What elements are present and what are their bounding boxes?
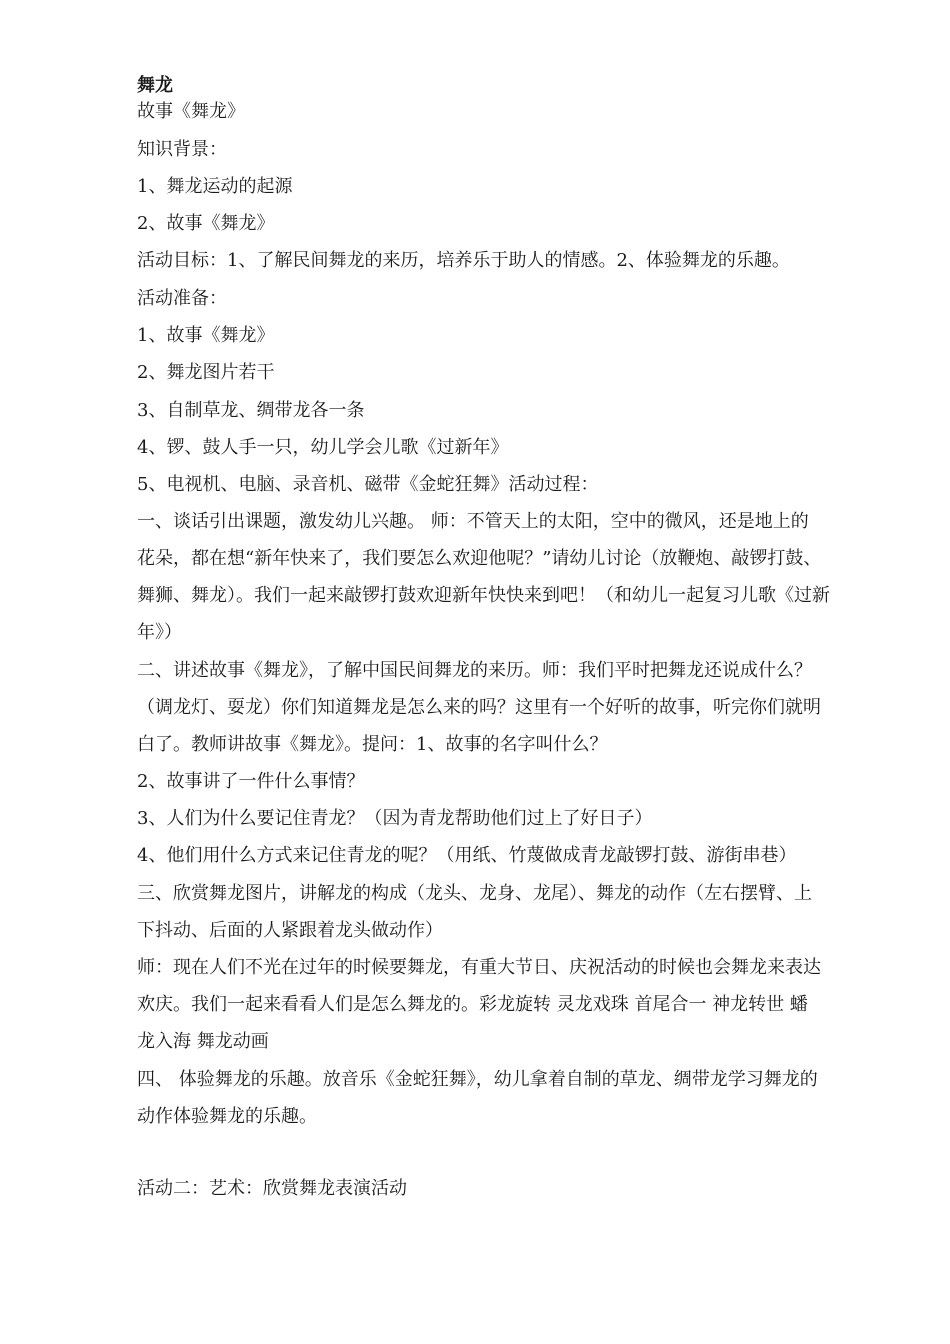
text-line: 三、欣赏舞龙图片，讲解龙的构成（龙头、龙身、龙尾）、舞龙的动作（左右摆臂、上 <box>137 883 812 904</box>
text-line: 活动二：艺术：欣赏舞龙表演活动 <box>137 1178 407 1199</box>
text-line: 年》） <box>137 622 182 643</box>
text-line: 2、舞龙图片若干 <box>137 362 275 383</box>
text-line: 活动准备： <box>137 288 227 309</box>
text-line: 2、故事《舞龙》 <box>137 213 275 234</box>
text-line: 师：现在人们不光在过年的时候要舞龙，有重大节日、庆祝活动的时候也会舞龙来表达 <box>137 957 821 978</box>
text-line: 花朵，都在想“新年快来了，我们要怎么欢迎他呢？”请幼儿讨论（放鞭炮、敲锣打鼓、 <box>137 548 822 569</box>
text-line: 4、他们用什么方式来记住青龙的呢？（用纸、竹蔑做成青龙敲锣打鼓、游街串巷） <box>137 845 797 866</box>
text-line: 3、自制草龙、绸带龙各一条 <box>137 400 365 421</box>
text-line: 动作体验舞龙的乐趣。 <box>137 1106 317 1127</box>
text-line: 1、故事《舞龙》 <box>137 325 275 346</box>
text-line: 5、电视机、电脑、录音机、磁带《金蛇狂舞》活动过程： <box>137 474 599 495</box>
text-line: 活动目标：1、了解民间舞龙的来历，培养乐于助人的情感。2、体验舞龙的乐趣。 <box>137 250 790 271</box>
text-line: 龙入海 舞龙动画 <box>137 1031 269 1052</box>
document-title: 舞龙 <box>137 75 173 96</box>
text-line: 欢庆。我们一起来看看人们是怎么舞龙的。彩龙旋转 灵龙戏珠 首尾合一 神龙转世 蟠 <box>137 994 808 1015</box>
text-line: 3、人们为什么要记住青龙？（因为青龙帮助他们过上了好日子） <box>137 808 653 829</box>
text-line: 故事《舞龙》 <box>137 101 245 122</box>
text-line: 2、故事讲了一件什么事情？ <box>137 771 365 792</box>
text-line: 下抖动、后面的人紧跟着龙头做动作） <box>137 920 443 941</box>
text-line: 二、讲述故事《舞龙》，了解中国民间舞龙的来历。师：我们平时把舞龙还说成什么？ <box>137 660 812 681</box>
text-line: 一、谈话引出课题，激发幼儿兴趣。 师：不管天上的太阳，空中的微风，还是地上的 <box>137 511 809 532</box>
text-line: 四、 体验舞龙的乐趣。放音乐《金蛇狂舞》，幼儿拿着自制的草龙、绸带龙学习舞龙的 <box>137 1069 818 1090</box>
text-line: 白了。教师讲故事《舞龙》。提问：1、故事的名字叫什么？ <box>137 734 608 755</box>
text-line: （调龙灯、耍龙）你们知道舞龙是怎么来的吗？这里有一个好听的故事，听完你们就明 <box>137 697 821 718</box>
text-line: 舞狮、舞龙）。我们一起来敲锣打鼓欢迎新年快快来到吧！（和幼儿一起复习儿歌《过新 <box>137 585 830 606</box>
text-line: 知识背景： <box>137 139 227 160</box>
text-line: 1、舞龙运动的起源 <box>137 176 293 197</box>
text-line: 4、锣、鼓人手一只，幼儿学会儿歌《过新年》 <box>137 437 509 458</box>
